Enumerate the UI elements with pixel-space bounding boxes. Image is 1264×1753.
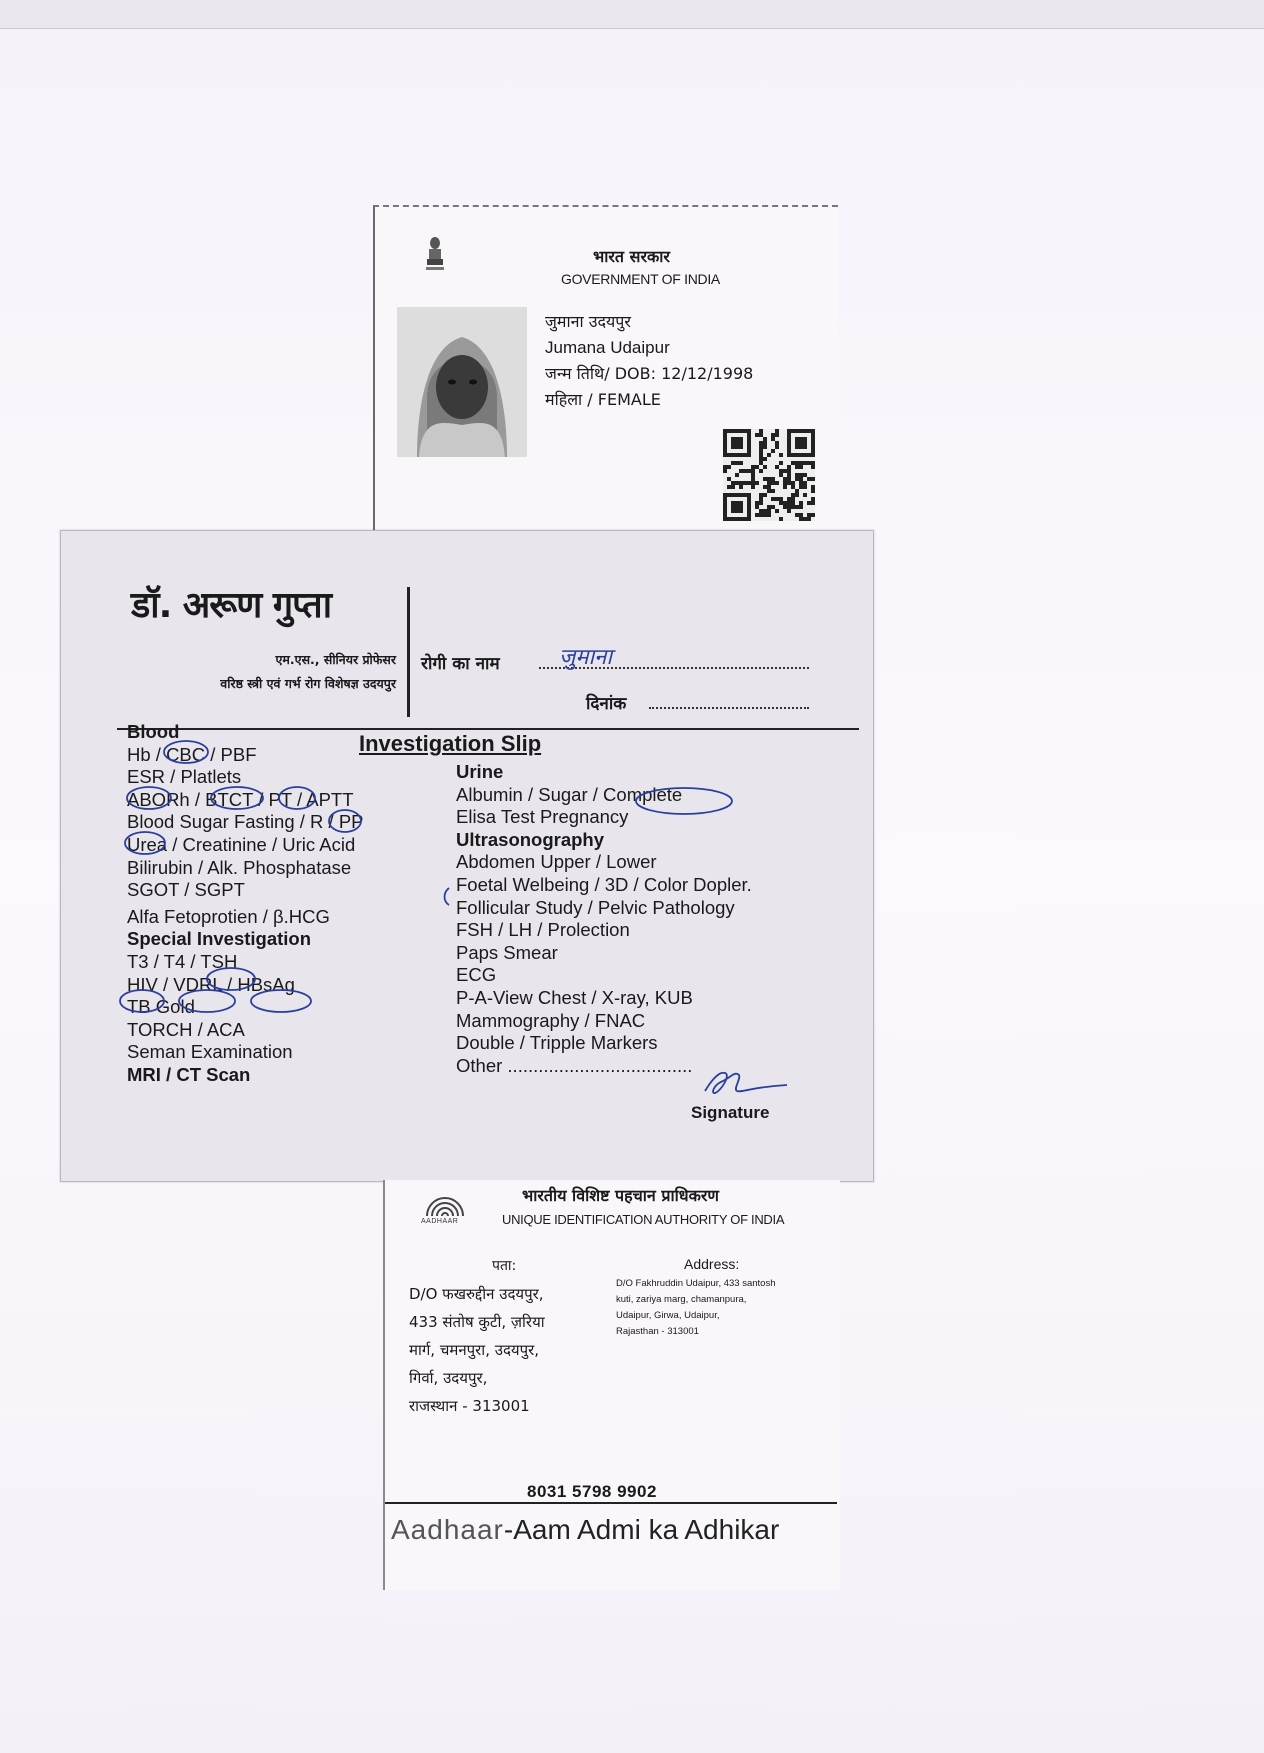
test-row: ABORh / BTCT / PT / APTT bbox=[127, 788, 354, 810]
test-row: Special Investigation bbox=[127, 928, 312, 950]
date-label: दिनांक bbox=[586, 694, 627, 714]
circle-mark bbox=[279, 787, 315, 809]
gender: महिला / FEMALE bbox=[545, 390, 661, 409]
test-row: HIV / VDRL / HBsAg bbox=[127, 973, 295, 995]
name-hindi: जुमाना उदयपुर bbox=[545, 312, 631, 331]
circle-mark bbox=[251, 990, 311, 1012]
test-row: SGOT / SGPT bbox=[127, 879, 245, 901]
circle-mark bbox=[127, 787, 171, 809]
test-row: Seman Examination bbox=[127, 1041, 293, 1063]
circle-mark bbox=[179, 990, 235, 1012]
address-line: राजस्थान - 313001 bbox=[409, 1397, 530, 1415]
circle-mark bbox=[329, 810, 361, 832]
national-emblem-icon bbox=[423, 235, 447, 277]
doctor-name: डॉ. अरूण गुप्ता bbox=[131, 585, 332, 626]
circle-mark bbox=[207, 968, 255, 990]
test-row: ECG bbox=[456, 964, 497, 986]
test-row: ESR / Platlets bbox=[127, 766, 242, 788]
test-row: T3 / T4 / TSH bbox=[127, 950, 238, 972]
test-row: TB Gold bbox=[127, 996, 195, 1018]
test-row: TORCH / ACA bbox=[127, 1018, 245, 1040]
test-row: P-A-View Chest / X-ray, KUB bbox=[456, 986, 693, 1008]
aadhaar-number: 8031 5798 9902 bbox=[527, 1482, 657, 1501]
aadhaar-tagline bbox=[391, 1514, 779, 1546]
circle-mark bbox=[120, 990, 164, 1012]
test-row: MRI / CT Scan bbox=[127, 1063, 251, 1085]
test-row: Alfa Fetoprotien / β.HCG bbox=[127, 905, 330, 927]
signature-label: Signature bbox=[691, 1103, 770, 1122]
paper-top-edge bbox=[0, 0, 1264, 29]
aadhaar-card-front bbox=[373, 205, 838, 534]
test-row: Urea / Creatinine / Uric Acid bbox=[127, 833, 356, 855]
test-row: Albumin / Sugar / Complete bbox=[456, 783, 683, 805]
circle-mark bbox=[211, 787, 263, 809]
number-rule bbox=[385, 1502, 837, 1504]
date-of-birth: जन्म तिथि/ DOB: 12/12/1998 bbox=[545, 364, 754, 383]
circle-mark bbox=[636, 788, 732, 814]
test-row: Foetal Welbeing / 3D / Color Dopler. bbox=[456, 873, 752, 895]
test-row: Paps Smear bbox=[456, 941, 558, 963]
test-row: Follicular Study / Pelvic Pathology bbox=[456, 896, 735, 918]
circle-mark bbox=[164, 741, 208, 763]
government-english: GOVERNMENT OF INDIA bbox=[561, 271, 720, 287]
address-line: गिर्वा, उदयपुर, bbox=[409, 1369, 488, 1387]
address-line: Udaipur, Girwa, Udaipur, bbox=[616, 1310, 720, 1321]
address-line: मार्ग, चमनपुरा, उदयपुर, bbox=[409, 1341, 540, 1359]
address-line: 433 संतोष कुटी, ज़रिया bbox=[409, 1313, 545, 1331]
cardholder-photo bbox=[397, 307, 527, 457]
aadhaar-logo-text: AADHAAR bbox=[421, 1218, 459, 1225]
address-label-english: Address: bbox=[684, 1256, 740, 1272]
patient-name-label: रोगी का नाम bbox=[421, 654, 500, 674]
qr-code-icon bbox=[723, 429, 815, 521]
government-hindi: भारत सरकार bbox=[593, 247, 670, 266]
address-line: kuti, zariya marg, chamanpura, bbox=[616, 1294, 747, 1305]
test-row: Urine bbox=[456, 761, 504, 782]
authority-hindi: भारतीय विशिष्ट पहचान प्राधिकरण bbox=[522, 1186, 719, 1205]
address-line: Rajasthan - 313001 bbox=[616, 1326, 699, 1337]
test-row: Other .................................... bbox=[456, 1054, 693, 1076]
circle-mark bbox=[125, 832, 165, 854]
address-label-hindi: पता: bbox=[492, 1258, 517, 1274]
test-row: Blood Sugar Fasting / R / PP bbox=[127, 811, 364, 833]
address-line: D/O Fakhruddin Udaipur, 433 santosh bbox=[616, 1278, 776, 1289]
bracket-mark bbox=[445, 888, 450, 905]
test-row: Elisa Test Pregnancy bbox=[456, 806, 629, 828]
test-row: FSH / LH / Prolection bbox=[456, 919, 630, 941]
test-row: Mammography / FNAC bbox=[456, 1009, 646, 1031]
address-line: D/O फखरुद्दीन उदयपुर, bbox=[409, 1285, 544, 1303]
investigation-slip bbox=[60, 530, 874, 1182]
name-english: Jumana Udaipur bbox=[545, 338, 670, 357]
test-row: Hb / CBC / PBF bbox=[127, 743, 257, 765]
aadhaar-card-back bbox=[383, 1180, 840, 1590]
authority-english: UNIQUE IDENTIFICATION AUTHORITY OF INDIA bbox=[502, 1212, 785, 1227]
tagline-prefix: Aadhaar bbox=[391, 1514, 504, 1545]
signature-icon bbox=[701, 1061, 791, 1101]
test-row: Blood bbox=[127, 721, 180, 742]
test-row: Double / Tripple Markers bbox=[456, 1032, 658, 1054]
cardholder-details bbox=[545, 309, 753, 413]
aadhaar-logo-icon bbox=[423, 1188, 467, 1218]
test-row: Abdomen Upper / Lower bbox=[456, 851, 657, 873]
address-english bbox=[616, 1276, 826, 1340]
slip-title: Investigation Slip bbox=[359, 731, 542, 756]
test-row: Ultrasonography bbox=[456, 828, 605, 850]
doctor-specialization: वरिष्ठ स्त्री एवं गर्भ रोग विशेषज्ञ उदयपुर bbox=[220, 676, 396, 691]
doctor-qualification: एम.एस., सीनियर प्रोफेसर bbox=[275, 652, 396, 667]
patient-name-handwritten: जुमाना bbox=[559, 645, 613, 670]
tagline-rest: -Aam Admi ka Adhikar bbox=[503, 1514, 780, 1545]
test-row: Bilirubin / Alk. Phosphatase bbox=[127, 856, 352, 878]
address-hindi bbox=[409, 1280, 599, 1420]
